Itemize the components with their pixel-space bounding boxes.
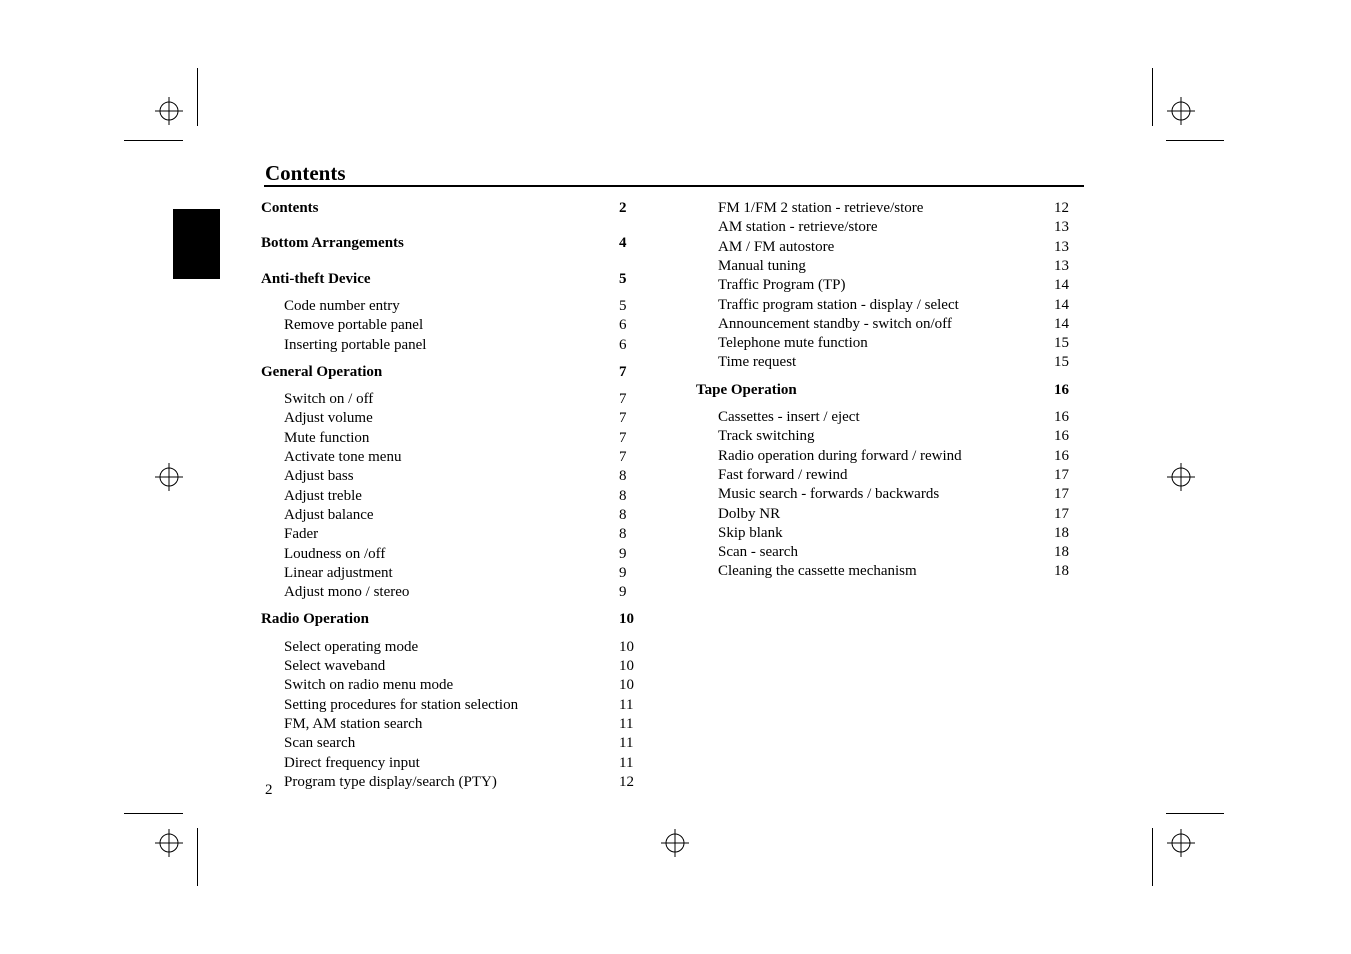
- toc-entry-page: 11: [619, 735, 634, 752]
- toc-entry-label: Bottom Arrangements: [261, 235, 404, 252]
- toc-entry-page: 13: [1054, 238, 1069, 255]
- toc-entry-page: 10: [619, 611, 634, 628]
- title-underline: [264, 185, 1084, 187]
- toc-entry-page: 11: [619, 696, 634, 713]
- registration-mark-icon: [155, 463, 183, 491]
- toc-entry-label: Adjust mono / stereo: [284, 584, 410, 601]
- toc-entry-page: 15: [1054, 335, 1069, 352]
- toc-entry-page: 4: [619, 235, 627, 252]
- crop-mark-top-right-horizontal: [1166, 140, 1224, 141]
- toc-entry-page: 6: [619, 317, 627, 334]
- registration-mark-icon: [661, 829, 689, 857]
- toc-entry-page: 11: [619, 715, 634, 732]
- toc-entry-page: 13: [1054, 257, 1069, 274]
- crop-mark-bottom-left-vertical: [197, 828, 198, 886]
- toc-entry-label: Switch on radio menu mode: [284, 677, 454, 694]
- toc-entry-page: 12: [1054, 200, 1069, 216]
- toc-entry-page: 16: [1054, 428, 1069, 445]
- crop-mark-top-right-vertical: [1152, 68, 1153, 126]
- toc-entry-label: Track switching: [718, 428, 815, 445]
- toc-entry-label: Scan - search: [718, 544, 798, 561]
- toc-entry-page: 15: [1054, 354, 1069, 371]
- toc-entry-page: 18: [1054, 563, 1069, 580]
- toc-entry-label: Dolby NR: [718, 505, 781, 522]
- toc-entry-label: AM station - retrieve/store: [718, 219, 878, 236]
- toc-entry-label: AM / FM autostore: [718, 238, 835, 255]
- toc-entry-label: Adjust volume: [284, 410, 373, 427]
- toc-entry-page: 16: [1054, 447, 1069, 464]
- toc-entry-page: 14: [1054, 296, 1069, 313]
- toc-entry-page: 7: [619, 391, 627, 408]
- toc-entry-label: Scan search: [284, 735, 356, 752]
- toc-entry-label: Adjust balance: [284, 506, 374, 523]
- toc-entry-page: 10: [619, 658, 634, 674]
- toc-entry-page: 6: [619, 336, 627, 353]
- toc-entry-page: 17: [1054, 486, 1069, 503]
- toc-entry-page: 8: [619, 468, 627, 485]
- toc-entry-page: 13: [1054, 219, 1069, 236]
- toc-entry-page: 16: [1054, 409, 1069, 425]
- toc-entry-page: 7: [619, 449, 627, 465]
- toc-entry-label: Telephone mute function: [718, 335, 868, 352]
- toc-entry-page: 9: [619, 584, 627, 601]
- toc-entry-label: Setting procedures for station selection: [284, 696, 519, 713]
- toc-entry-label: Activate tone menu: [284, 449, 402, 465]
- toc-entry-label: Music search - forwards / backwards: [718, 486, 940, 503]
- toc-entry-page: 12: [619, 773, 634, 790]
- toc-entry-page: 9: [619, 545, 627, 562]
- crop-mark-bottom-right-horizontal: [1166, 813, 1224, 814]
- toc-entry-label: Loudness on /off: [284, 545, 386, 562]
- toc-entry-label: Fader: [284, 526, 319, 543]
- toc-entry-label: Tape Operation: [696, 381, 797, 398]
- toc-entry-label: Traffic program station - display / select: [718, 296, 959, 313]
- toc-entry-page: 14: [1054, 315, 1069, 332]
- toc-entry-label: Traffic Program (TP): [718, 277, 846, 294]
- toc-entry-page: 2: [619, 200, 627, 216]
- toc-entry-label: Linear adjustment: [284, 564, 393, 581]
- toc-entry-label: Select waveband: [284, 658, 386, 674]
- section-thumb-tab: [173, 209, 220, 279]
- toc-entry-page: 11: [619, 754, 634, 771]
- toc-entry-page: 17: [1054, 505, 1069, 522]
- toc-entry-page: 7: [619, 363, 627, 380]
- toc-entry-page: 5: [619, 270, 627, 287]
- crop-mark-top-left-horizontal: [124, 140, 183, 141]
- toc-entry-page: 8: [619, 487, 627, 504]
- registration-mark-icon: [1167, 463, 1195, 491]
- toc-entry-label: Skip blank: [718, 524, 783, 541]
- toc-entry-label: FM, AM station search: [284, 715, 423, 732]
- toc-entry-page: 8: [619, 526, 627, 543]
- registration-mark-icon: [155, 829, 183, 857]
- page-number: 2: [265, 782, 273, 798]
- toc-entry-label: Adjust treble: [284, 487, 362, 504]
- page-title: Contents: [265, 161, 346, 185]
- toc-entry-label: Adjust bass: [284, 468, 354, 485]
- toc-entry-page: 16: [1054, 381, 1069, 398]
- toc-entry-label: Announcement standby - switch on/off: [718, 315, 952, 332]
- toc-entry-label: FM 1/FM 2 station - retrieve/store: [718, 200, 924, 216]
- toc-entry-page: 5: [619, 297, 627, 314]
- toc-entry-label: Radio operation during forward / rewind: [718, 447, 962, 464]
- toc-entry-label: Radio Operation: [261, 611, 369, 628]
- toc-entry-label: Inserting portable panel: [284, 336, 427, 353]
- toc-entry-label: Code number entry: [284, 297, 400, 314]
- registration-mark-icon: [155, 97, 183, 125]
- toc-entry-label: Select operating mode: [284, 638, 419, 655]
- crop-mark-bottom-right-vertical: [1152, 828, 1153, 886]
- toc-entry-label: Switch on / off: [284, 391, 374, 408]
- crop-mark-top-left-vertical: [197, 68, 198, 126]
- registration-mark-icon: [1167, 97, 1195, 125]
- toc-entry-page: 8: [619, 506, 627, 523]
- toc-entry-page: 17: [1054, 466, 1069, 483]
- toc-entry-page: 18: [1054, 524, 1069, 541]
- toc-entry-page: 14: [1054, 277, 1069, 294]
- toc-entry-page: 7: [619, 410, 627, 427]
- toc-entry-label: Contents: [261, 200, 319, 216]
- toc-entry-page: 9: [619, 564, 627, 581]
- toc-entry-label: Program type display/search (PTY): [284, 773, 497, 790]
- toc-entry-page: 10: [619, 638, 634, 655]
- toc-entry-label: Cassettes - insert / eject: [718, 409, 860, 425]
- toc-entry-page: 7: [619, 429, 627, 446]
- toc-entry-label: Manual tuning: [718, 257, 806, 274]
- toc-entry-label: General Operation: [261, 363, 383, 380]
- crop-mark-bottom-left-horizontal: [124, 813, 183, 814]
- toc-entry-label: Remove portable panel: [284, 317, 424, 334]
- toc-entry-label: Direct frequency input: [284, 754, 420, 771]
- registration-mark-icon: [1167, 829, 1195, 857]
- toc-entry-page: 18: [1054, 544, 1069, 561]
- toc-entry-label: Cleaning the cassette mechanism: [718, 563, 917, 580]
- toc-entry-page: 10: [619, 677, 634, 694]
- toc-entry-label: Time request: [718, 354, 797, 371]
- toc-entry-label: Mute function: [284, 429, 370, 446]
- toc-entry-label: Anti-theft Device: [261, 270, 371, 287]
- toc-entry-label: Fast forward / rewind: [718, 466, 848, 483]
